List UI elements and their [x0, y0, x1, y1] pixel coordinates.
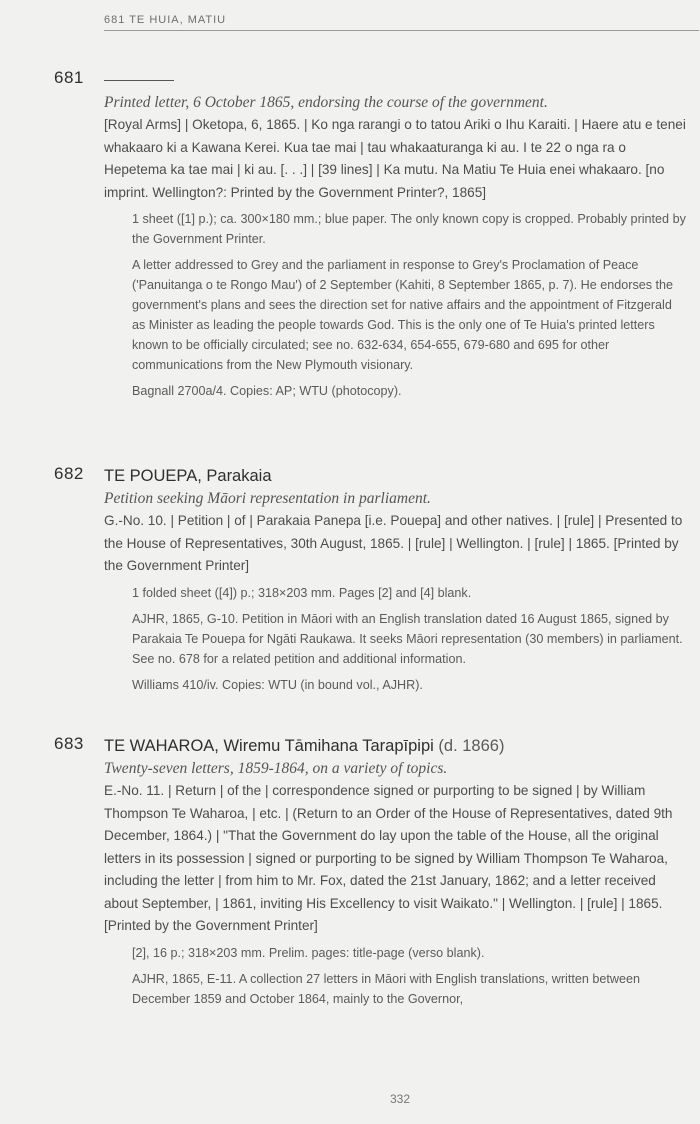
entry-annotation: AJHR, 1865, E-11. A collection 27 letters in Māori with English translations, written between December 1859 and October 1864, mainly to the Governor,: [132, 971, 640, 1006]
entry-transcription: G.-No. 10. | Petition | of | Parakaia Panepa [i.e. Pouepa] and other natives. | [rule] | Presented to the House of Representatives, 30th August, 1865. | [rule] | Wellington. | [rule] | 1865. [Printed by the Government Printer]: [104, 513, 683, 573]
entry-681: [0, 68, 700, 401]
entry-references: Bagnall 2700a/4. Copies: AP; WTU (photocopy).: [132, 384, 402, 398]
entry-number: 682: [54, 464, 84, 483]
physical-description: 1 sheet ([1] p.); ca. 300×180 mm.; blue paper. The only known copy is cropped. Probably printed by the Government Printer.: [132, 212, 686, 246]
author-name: TE WAHAROA, Wiremu Tāmihana Tarapīpipi: [104, 737, 434, 755]
entry-title: Twenty-seven letters, 1859-1864, on a variety of topics.: [104, 760, 448, 777]
repeat-author-dash: [104, 80, 174, 81]
author-dates: (d. 1866): [438, 737, 505, 755]
entry-title: Printed letter, 6 October 1865, endorsing the course of the government.: [104, 94, 548, 111]
entry-title: Petition seeking Māori representation in parliament.: [104, 490, 431, 507]
entry-heading: [104, 464, 688, 488]
running-head: 681 TE HUIA, MATIU: [104, 14, 699, 31]
entry-references: Williams 410/iv. Copies: WTU (in bound vol., AJHR).: [132, 677, 423, 692]
entry-heading: [104, 68, 688, 92]
entry-transcription: [Royal Arms] | Oketopa, 6, 1865. | Ko nga rarangi o to tatou Ariki o Ihu Karaiti. | Haere atu e tenei whakaaro ki a Kawana Kerei. Kua tae mai | tau whakaaturanga ki au. I te 22 o nga ra o Hepetema ka tae mai | ki au. [. . .] | [39 lines] | Ka mutu. Na Matiu Te Huia enei whakaaro. [no imprint. Wellington?: Printed by the Government Printer?, 1865]: [104, 117, 686, 200]
entry-annotation: AJHR, 1865, G-10. Petition in Māori with an English translation dated 16 August 1865, signed by Parakaia Te Pouepa for Ngāti Raukawa. It seeks Māori representation (30 members) in parliament. See no. 678 for a related petition and additional information.: [132, 611, 683, 666]
entry-number: 683: [54, 734, 84, 753]
entry-683: [0, 734, 700, 1009]
physical-description: 1 folded sheet ([4]) p.; 318×203 mm. Pages [2] and [4] blank.: [132, 585, 472, 600]
entry-annotation: A letter addressed to Grey and the parliament in response to Grey's Proclamation of Peace ('Panuitanga o te Rongo Mau') of 2 September (Kahiti, 8 September 1865, p. 7). He endorses the government's plans and sees the direction set for native affairs and the appointment of Fitzgerald as Minister as leading the people towards God. This is the only one of Te Huia's printed letters known to be officially circulated; see no. 632-634, 654-655, 679-680 and 695 for other communications from the New Plymouth visionary.: [132, 258, 674, 372]
entry-transcription: E.-No. 11. | Return | of the | correspondence signed or purporting to be signed | by William Thompson Te Waharoa, | etc. | (Return to an Order of the House of Representatives, dated 9th December, 1864.) | "That the Government do lay upon the table of the House, all the original letters in its possession | signed or purporting to be signed by William Thompson Te Waharoa, including the letter | from him to Mr. Fox, dated the 21st January, 1862; and a letter received about September, | 1861, inviting His Excellency to visit Waikato." | Wellington. | [rule] | 1865. [Printed by the Government Printer]: [104, 783, 673, 933]
entry-682: [0, 464, 700, 695]
page-number: 332: [389, 1092, 411, 1106]
entry-heading: [104, 734, 688, 758]
physical-description: [2], 16 p.; 318×203 mm. Prelim. pages: title-page (verso blank).: [132, 945, 485, 960]
entry-number: 681: [54, 68, 84, 87]
author-name: TE POUEPA, Parakaia: [104, 467, 272, 485]
